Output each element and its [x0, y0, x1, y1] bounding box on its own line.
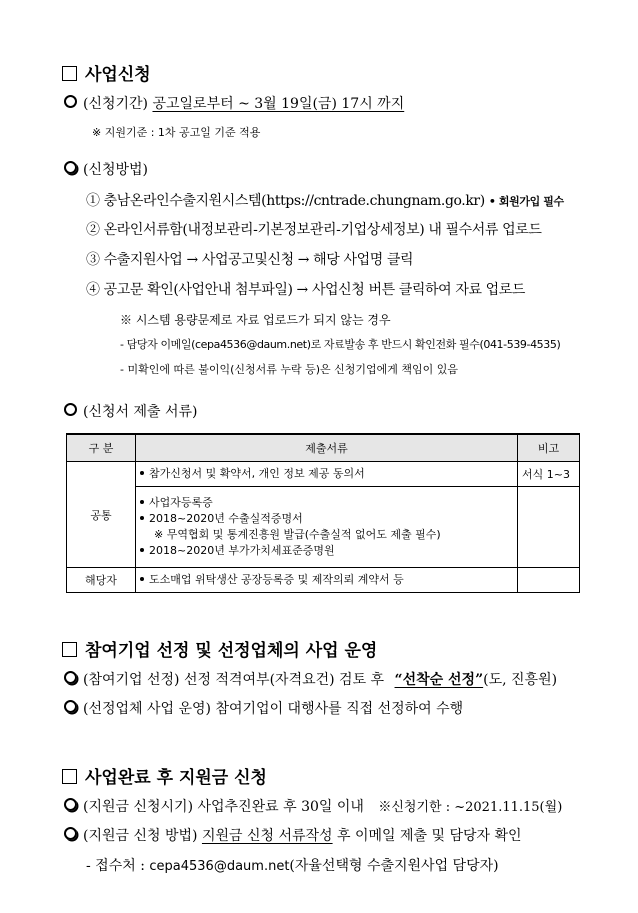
ring-bullet-icon: [64, 95, 77, 108]
list-item: [140, 495, 513, 511]
docs-line: [64, 401, 198, 421]
reception-email[interactable]: cepa4536@daum.net: [149, 859, 290, 874]
subsidy-method-label: (지원금 신청 방법): [83, 828, 198, 844]
selection-text: 선정 적격여부(자격요건) 검토 후: [183, 672, 385, 688]
note-cell: [518, 568, 580, 593]
header-documents: 제출서류: [136, 434, 518, 462]
period-note: ※ 지원기준 : 1차 공고일 기준 적용: [92, 126, 261, 139]
table-header-row: [67, 434, 580, 462]
document-subnote: ※ 무역협회 및 통계진흥원 발급(수출실적 없어도 제출 필수): [154, 528, 441, 541]
list-item: [140, 511, 513, 527]
subsidy-timing-text: 사업추진완료 후 30일 이내: [197, 799, 364, 815]
responsibility-warning: - 미확인에 따른 불이익(신청서류 누락 등)은 신청기업에게 책임이 있음: [120, 363, 459, 376]
note-cell: [518, 487, 580, 568]
section-2-title: 참여기업 선정 및 선정업체의 사업 운영: [85, 641, 378, 661]
header-category: 구 분: [67, 434, 136, 462]
step-text: 공고문 확인(사업안내 첨부파일) → 사업신청 버튼 클릭하여 자료 업로드: [103, 282, 525, 298]
reception-tail: (자율선택형 수출지원사업 담당자): [289, 858, 499, 874]
section-1-heading: [62, 60, 151, 85]
table-row: [67, 487, 580, 568]
bullet-dot-icon: [140, 500, 144, 504]
table-row: [67, 462, 580, 487]
section-1-title: 사업신청: [85, 65, 151, 85]
checkbox-square-icon: [62, 642, 77, 657]
subsidy-timing-line: [64, 796, 562, 816]
subsidy-timing-label: (지원금 신청시기): [83, 799, 194, 815]
bullet-dot-icon: [140, 516, 144, 520]
contact-instruction: - 담당자 이메일(cepa4536@daum.net)로 자료발송 후 반드시 확인전화 필수(041-539-4535): [120, 338, 561, 351]
list-item: [140, 572, 513, 588]
category-applicable: 해당자: [67, 568, 136, 593]
period-label: (신청기간): [83, 96, 149, 112]
selection-tail: (도, 진흥원): [483, 672, 558, 688]
upload-caution: ※ 시스템 용량문제로 자료 업로드가 되지 않는 경우: [120, 313, 391, 327]
note-cell: 서식 1~3: [518, 462, 580, 487]
reception-line: [86, 855, 499, 875]
bullet-dot-icon: [140, 548, 144, 552]
step-number: ①: [86, 193, 100, 209]
required-documents-table: [66, 433, 580, 593]
list-item: [140, 466, 513, 482]
section-2-heading: [62, 636, 377, 661]
subsidy-deadline: ※신청기한 : ~2021.11.15(월): [378, 800, 563, 815]
ring-bullet-icon: [64, 403, 77, 416]
ring-bullet-icon: [64, 700, 77, 713]
selection-line: [64, 669, 557, 689]
ring-bullet-icon: [64, 671, 77, 684]
checkbox-square-icon: [62, 769, 77, 784]
step-text: 수출지원사업 → 사업공고및신청 → 해당 사업명 클릭: [103, 252, 414, 268]
step-number: ②: [86, 222, 100, 238]
period-value: 공고일로부터 ~ 3월 19일(금) 17시 까지: [152, 96, 405, 112]
table-row: [67, 568, 580, 593]
step-text: 충남온라인수출지원시스템(https://cntrade.chungnam.go.kr): [103, 193, 485, 209]
operation-text: 참여기업이 대행사를 직접 선정하여 수행: [215, 701, 464, 717]
step-number: ③: [86, 252, 100, 268]
method-step-4: [86, 279, 525, 299]
subsidy-method-line: [64, 825, 522, 845]
reception-prefix: - 접수처 :: [86, 858, 145, 874]
document-item: 사업자등록증: [149, 496, 213, 509]
document-item: 2018~2020년 부가가치세표준증명원: [149, 544, 335, 557]
section-3-title: 사업완료 후 지원금 신청: [85, 768, 267, 788]
first-come-quote: “선착순 선정”: [394, 672, 484, 688]
header-note: 비고: [518, 434, 580, 462]
application-period-line: [64, 93, 404, 113]
step-number: ④: [86, 282, 100, 298]
docs-label: (신청서 제출 서류): [83, 404, 198, 420]
step-text: 온라인서류함(내정보관리-기본정보관리-기업상세정보) 내 필수서류 업로드: [103, 222, 542, 238]
documents-cell: [136, 487, 518, 568]
document-item: 참가신청서 및 확약서, 개인 정보 제공 동의서: [149, 467, 365, 480]
method-step-3: [86, 249, 413, 269]
operation-label: (선정업체 사업 운영): [83, 701, 212, 717]
ring-bullet-icon: [64, 161, 77, 174]
ring-bullet-icon: [64, 798, 77, 811]
subsidy-method-text: 후 이메일 제출 및 담당자 확인: [337, 828, 522, 844]
ring-bullet-icon: [64, 827, 77, 840]
documents-cell: [136, 462, 518, 487]
bullet-dot-icon: [140, 577, 144, 581]
document-item: 도소매업 위탁생산 공장등록증 및 제작의뢰 계약서 등: [149, 573, 404, 586]
section-3-heading: [62, 763, 267, 788]
list-item: [140, 543, 513, 559]
operation-line: [64, 698, 463, 718]
selection-label: (참여기업 선정): [83, 672, 180, 688]
method-step-2: [86, 219, 541, 239]
method-label: (신청방법): [83, 162, 149, 178]
subsidy-docs-underline: 지원금 신청 서류작성: [201, 828, 333, 844]
checkbox-square-icon: [62, 66, 77, 81]
member-required-tag: • 회원가입 필수: [488, 195, 564, 208]
method-step-1: [86, 190, 564, 210]
category-common: 공통: [67, 462, 136, 568]
application-method-line: [64, 159, 148, 179]
document-item: 2018~2020년 수출실적증명서: [149, 512, 303, 525]
bullet-dot-icon: [140, 471, 144, 475]
documents-cell: [136, 568, 518, 593]
